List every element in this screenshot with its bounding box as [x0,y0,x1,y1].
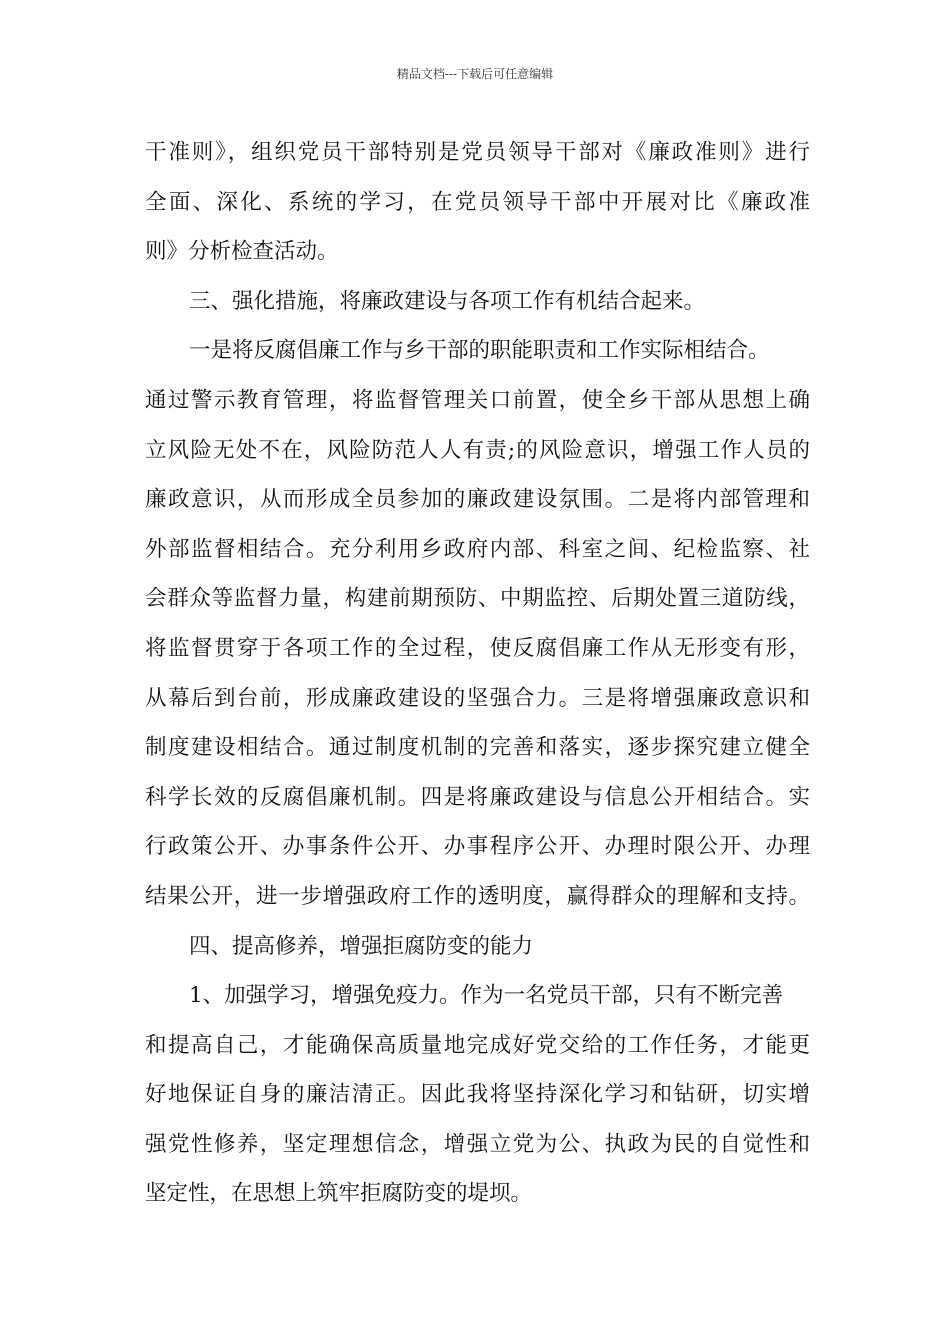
section-heading: 三、强化措施，将廉政建设与各项工作有机结合起来。 [189,288,706,314]
text-line: 外部监督相结合。充分利用乡政府内部、科室之间、纪检监察、社 [145,536,810,562]
text-line: 行政策公开、办事条件公开、办事程序公开、办理时限公开、办理 [145,834,810,860]
text-line: 会群众等监督力量，构建前期预防、中期监控、后期处置三道防线， [145,586,810,612]
text-line: 坚定性，在思想上筑牢拒腐防变的堤坝。 [145,1181,533,1207]
paragraph-start: 1、加强学习，增强免疫力。作为一名党员干部，只有不断完善 [189,983,784,1009]
text-line: 廉政意识，从而形成全员参加的廉政建设氛围。二是将内部管理和 [145,487,810,513]
text-line: 和提高自己，才能确保高质量地完成好党交给的工作任务，才能更 [145,1032,810,1058]
text-line: 科学长效的反腐倡廉机制。四是将廉政建设与信息公开相结合。实 [145,784,810,810]
text-line: 将监督贯穿于各项工作的全过程，使反腐倡廉工作从无形变有形， [145,635,810,661]
text-line: 立风险无处不在，风险防范人人有责;的风险意识，增强工作人员的 [145,437,810,463]
text-line: 通过警示教育管理，将监督管理关口前置，使全乡干部从思想上确 [145,387,810,413]
text-line: 制度建设相结合。通过制度机制的完善和落实，逐步探究建立健全 [145,735,810,761]
document-body [145,128,810,1219]
paragraph-start: 一是将反腐倡廉工作与乡干部的职能职责和工作实际相结合。 [189,338,770,364]
text-line: 从幕后到台前，形成廉政建设的坚强合力。三是将增强廉政意识和 [145,685,810,711]
section-heading: 四、提高修养，增强拒腐防变的能力 [189,933,534,959]
text-line: 结果公开，进一步增强政府工作的透明度，赢得群众的理解和支持。 [145,883,810,909]
text-line: 全面、深化、系统的学习，在党员领导干部中开展对比《廉政准 [145,189,810,215]
text-line: 好地保证自身的廉洁清正。因此我将坚持深化学习和钻研，切实增 [145,1082,810,1108]
page-header: 精品文档---下载后可任意编辑 [396,67,554,81]
text-line: 则》分析检查活动。 [145,239,339,265]
text-line: 强党性修养，坚定理想信念，增强立党为公、执政为民的自觉性和 [145,1131,810,1157]
text-line: 干准则》，组织党员干部特别是党员领导干部对《廉政准则》进行 [145,140,810,165]
